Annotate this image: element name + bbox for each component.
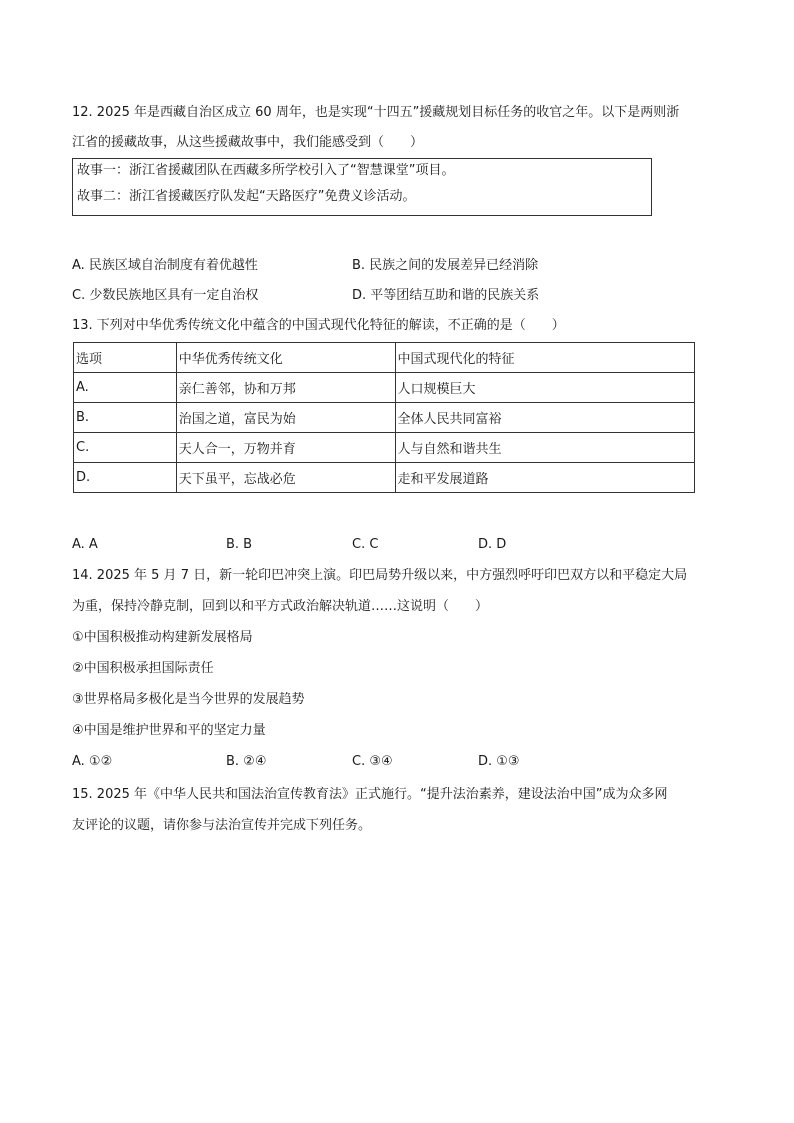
q15-stem-line1: 15. 2025 年《中华人民共和国法治宣传教育法》正式施行。“提升法治素养，建设法治中国”成为众多网 <box>72 787 668 802</box>
table-cell: 全体人民共同富裕 <box>395 403 695 433</box>
table-cell: 人与自然和谐共生 <box>395 433 695 463</box>
q12-option-d: D. 平等团结互助和谐的民族关系 <box>352 288 540 303</box>
table-cell: 亲仁善邻，协和万邦 <box>176 373 395 403</box>
q14-stem-line1: 14. 2025 年 5 月 7 日，新一轮印巴冲突上演。印巴局势升级以来，中方强烈呼吁印巴双方以和平稳定大局 <box>72 568 688 583</box>
q13-table <box>73 342 695 493</box>
table-cell: 人口规模巨大 <box>395 373 695 403</box>
table-cell: 走和平发展道路 <box>395 463 695 493</box>
table-cell: D. <box>74 463 177 493</box>
q12-stem-line1: 12. 2025 年是西藏自治区成立 60 周年，也是实现“十四五”援藏规划目标任务的收官之年。以下是两则浙 <box>72 105 680 120</box>
q13-option-d: D. D <box>478 537 507 552</box>
q12-story-box <box>72 158 652 216</box>
table-header-cell: 选项 <box>74 343 177 373</box>
q13-stem: 13. 下列对中华优秀传统文化中蕴含的中国式现代化特征的解读，不正确的是（ ） <box>72 318 565 333</box>
table-row <box>74 373 695 403</box>
q13-option-a: A. A <box>72 537 98 552</box>
table-header-cell: 中国式现代化的特征 <box>395 343 695 373</box>
q12-option-c: C. 少数民族地区具有一定自治权 <box>72 288 259 303</box>
q14-item-1: ①中国积极推动构建新发展格局 <box>72 630 253 645</box>
q14-option-c: C. ③④ <box>352 754 393 769</box>
q14-item-3: ③世界格局多极化是当今世界的发展趋势 <box>72 692 305 707</box>
table-cell: B. <box>74 403 177 433</box>
table-header-row <box>74 343 695 373</box>
q14-stem-line2: 为重，保持冷静克制，回到以和平方式政治解决轨道……这说明（ ） <box>72 599 489 614</box>
table-row <box>74 463 695 493</box>
q15-stem-line2: 友评论的议题，请你参与法治宣传并完成下列任务。 <box>72 818 372 833</box>
q14-item-4: ④中国是维护世界和平的坚定力量 <box>72 723 266 738</box>
q13-option-b: B. B <box>226 537 253 552</box>
q13-option-c: C. C <box>352 537 379 552</box>
q12-stem-line2: 江省的援藏故事，从这些援藏故事中，我们能感受到（ ） <box>72 135 424 150</box>
table-header-cell: 中华优秀传统文化 <box>176 343 395 373</box>
q14-option-a: A. ①② <box>72 754 113 769</box>
table-cell: 治国之道，富民为始 <box>176 403 395 433</box>
table-row <box>74 433 695 463</box>
table-cell: A. <box>74 373 177 403</box>
q12-story-2: 故事二：浙江省援藏医疗队发起“天路医疗”免费义诊活动。 <box>77 189 416 204</box>
q12-option-a: A. 民族区域自治制度有着优越性 <box>72 258 258 273</box>
q14-item-2: ②中国积极承担国际责任 <box>72 661 214 676</box>
table-cell: 天下虽平，忘战必危 <box>176 463 395 493</box>
q14-option-d: D. ①③ <box>478 754 520 769</box>
table-cell: C. <box>74 433 177 463</box>
q12-option-b: B. 民族之间的发展差异已经消除 <box>352 258 539 273</box>
q12-story-1: 故事一：浙江省援藏团队在西藏多所学校引入了“智慧课堂”项目。 <box>77 163 455 178</box>
q14-option-b: B. ②④ <box>226 754 267 769</box>
table-row <box>74 403 695 433</box>
table-cell: 天人合一，万物并育 <box>176 433 395 463</box>
